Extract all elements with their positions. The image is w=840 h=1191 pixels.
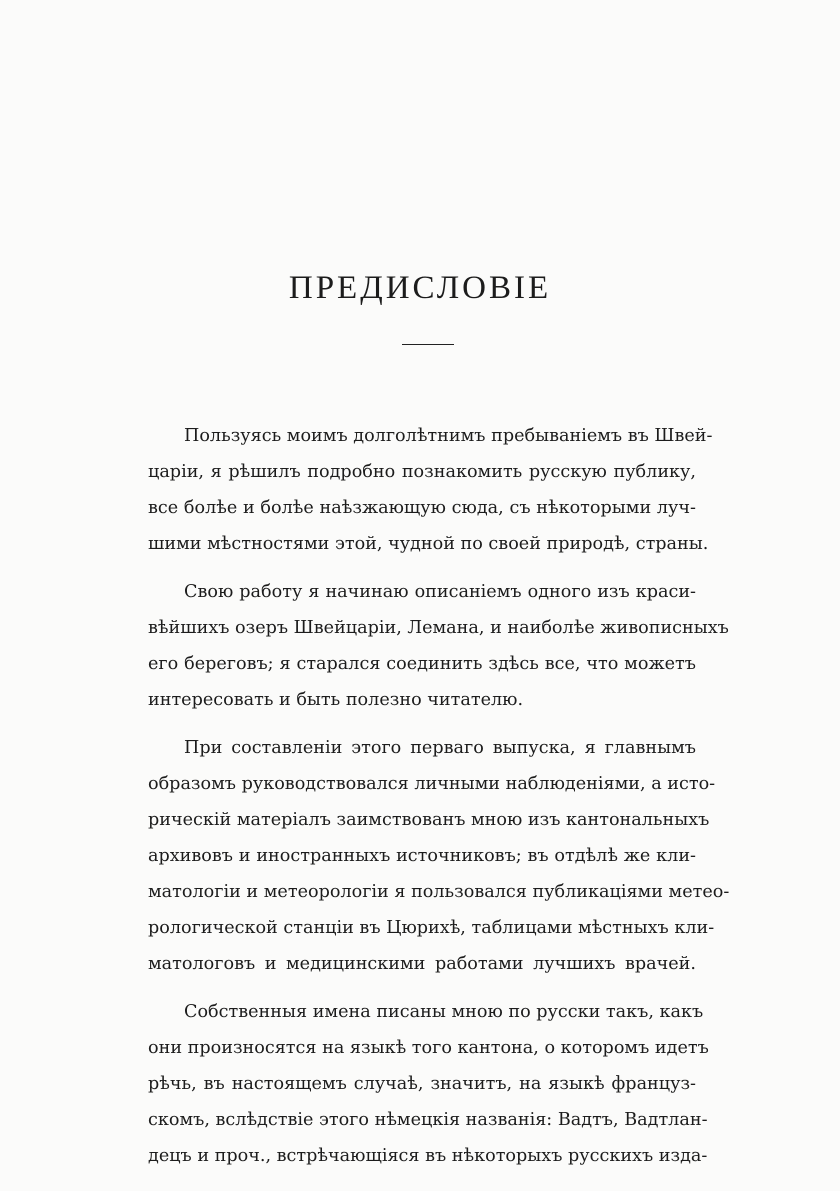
text-line: шими мѣстностями этой, чудной по своей природѣ, страны. — [148, 534, 709, 554]
text-line: образомъ руководствовался личными наблюденіями, а исто- — [148, 774, 716, 794]
paragraph — [148, 730, 730, 982]
text-line: Пользуясь моимъ долголѣтнимъ пребываніемъ въ Швей- — [184, 426, 713, 446]
text-line: рическій матеріалъ заимствованъ мною изъ кантональныхъ — [148, 810, 710, 830]
paragraph — [148, 574, 729, 718]
paragraph — [148, 994, 709, 1174]
text-line: архивовъ и иностранныхъ источниковъ; въ отдѣлѣ же кли- — [148, 846, 696, 866]
text-line: интересовать и быть полезно читателю. — [148, 690, 524, 710]
text-line: царіи, я рѣшилъ подробно познакомить русскую публику, — [148, 462, 696, 482]
title-divider — [402, 344, 454, 345]
text-line: Собственныя имена писаны мною по русски такъ, какъ — [184, 1002, 704, 1022]
text-line: матологовъ и медицинскими работами лучшихъ врачей. — [148, 954, 696, 974]
text-line: децъ и проч., встрѣчающіяся въ нѣкоторыхъ русскихъ изда- — [148, 1146, 708, 1166]
text-line: все болѣе и болѣе наѣзжающую сюда, съ нѣкоторыми луч- — [148, 498, 696, 518]
text-line: При составленіи этого перваго выпуска, я главнымъ — [184, 738, 696, 758]
paragraph — [148, 418, 713, 562]
text-line: рологической станціи въ Цюрихѣ, таблицами мѣстныхъ кли- — [148, 918, 715, 938]
text-line: они произносятся на языкѣ того кантона, о которомъ идетъ — [148, 1038, 709, 1058]
body-text — [148, 418, 730, 1174]
text-line: его береговъ; я старался соединить здѣсь все, что можетъ — [148, 654, 696, 674]
text-line: матологіи и метеорологіи я пользовался публикаціями метео- — [148, 882, 730, 902]
page-title: ПРЕДИСЛОВІЕ — [288, 270, 552, 306]
text-line: вѣйшихъ озеръ Швейцаріи, Лемана, и наиболѣе живописныхъ — [148, 618, 729, 638]
text-line: рѣчь, въ настоящемъ случаѣ, значитъ, на языкѣ француз- — [148, 1074, 696, 1094]
text-line: скомъ, вслѣдствіе этого нѣмецкія названія: Вадтъ, Вадтлан- — [148, 1110, 708, 1130]
text-line: Свою работу я начинаю описаніемъ одного изъ краси- — [184, 582, 696, 602]
